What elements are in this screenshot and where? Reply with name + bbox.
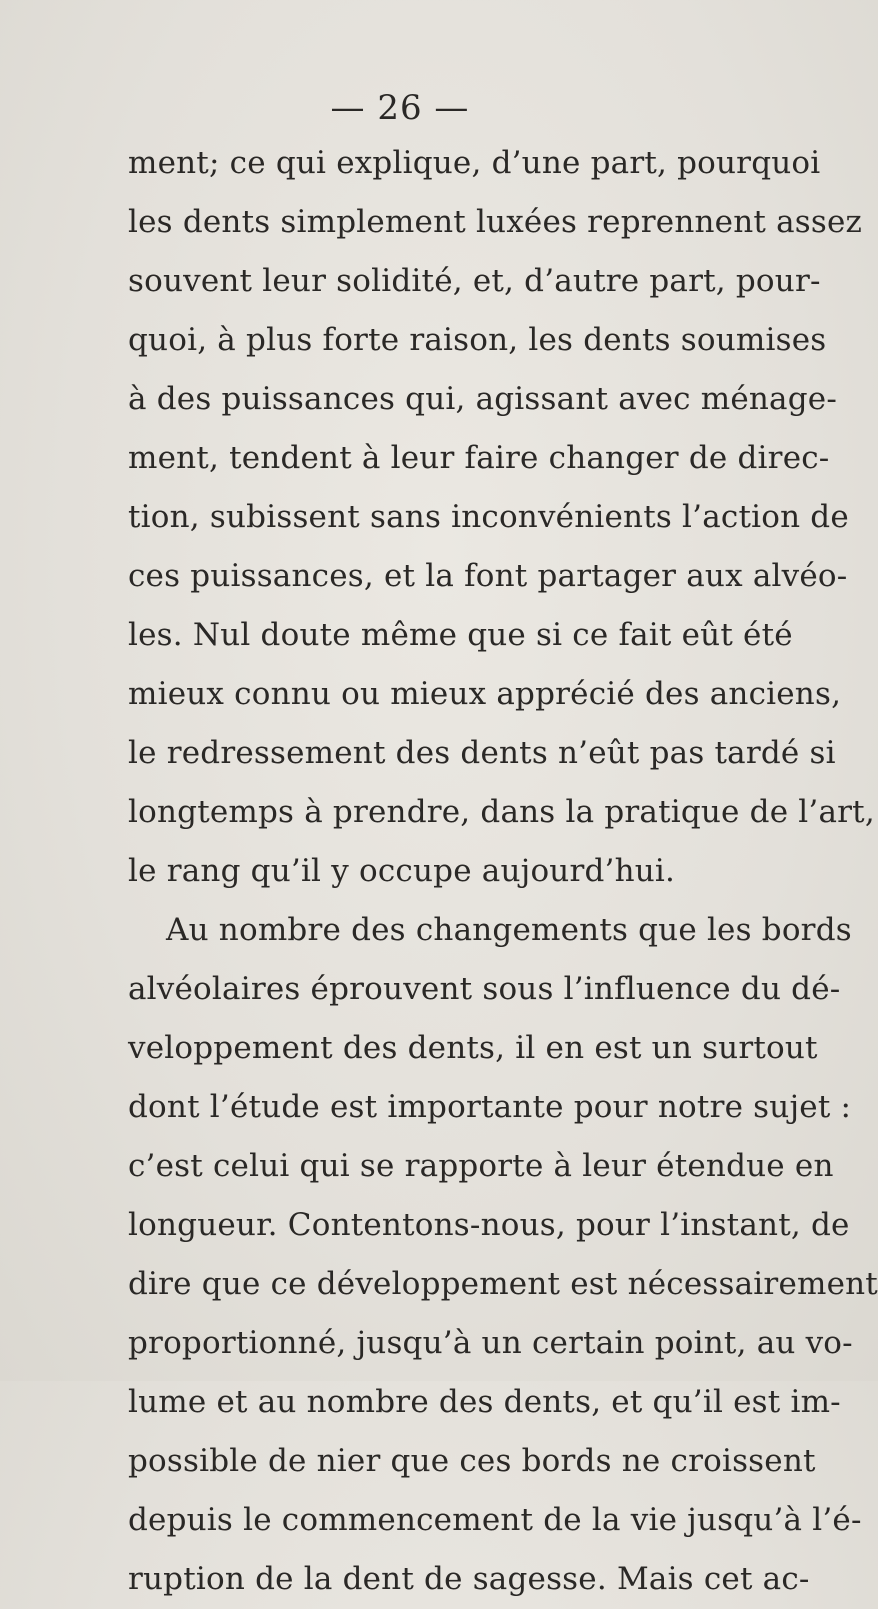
- text-line: dire que ce développement est nécessairement: [128, 1266, 878, 1302]
- text-line: veloppement des dents, il en est un surtout: [128, 1030, 818, 1066]
- text-line: c’est celui qui se rapporte à leur étendue en: [128, 1148, 834, 1184]
- page-number: — 26 —: [330, 88, 470, 128]
- text-line: mieux connu ou mieux apprécié des anciens,: [128, 676, 842, 712]
- text-line: tion, subissent sans inconvénients l’action de: [128, 499, 849, 535]
- text-line: le rang qu’il y occupe aujourd’hui.: [128, 853, 676, 889]
- text-line: ment; ce qui explique, d’une part, pourquoi: [128, 145, 821, 181]
- text-line: ment, tendent à leur faire changer de direc-: [128, 440, 830, 476]
- text-line: lume et au nombre des dents, et qu’il est im-: [128, 1384, 841, 1420]
- text-line: les dents simplement luxées reprennent assez: [128, 204, 863, 240]
- text-line: les. Nul doute même que si ce fait eût été: [128, 617, 793, 653]
- text-line: Au nombre des changements que les bords: [166, 912, 852, 948]
- text-line: à des puissances qui, agissant avec ménage-: [128, 381, 838, 417]
- text-line: alvéolaires éprouvent sous l’influence du dé-: [128, 971, 841, 1007]
- text-line: ruption de la dent de sagesse. Mais cet ac-: [128, 1561, 810, 1597]
- text-line: longueur. Contentons-nous, pour l’instant, de: [128, 1207, 850, 1243]
- text-line: proportionné, jusqu’à un certain point, au vo-: [128, 1325, 853, 1361]
- body-text: [128, 134, 878, 1609]
- text-line: possible de nier que ces bords ne croissent: [128, 1443, 816, 1479]
- text-line: depuis le commencement de la vie jusqu’à l’é-: [128, 1502, 862, 1538]
- text-line: quoi, à plus forte raison, les dents soumises: [128, 322, 827, 358]
- text-line: dont l’étude est importante pour notre sujet :: [128, 1089, 852, 1125]
- text-line: souvent leur solidité, et, d’autre part, pour-: [128, 263, 821, 299]
- text-line: ces puissances, et la font partager aux alvéo-: [128, 558, 848, 594]
- text-line: le redressement des dents n’eût pas tardé si: [128, 735, 836, 771]
- text-line: longtemps à prendre, dans la pratique de l’art,: [128, 794, 875, 830]
